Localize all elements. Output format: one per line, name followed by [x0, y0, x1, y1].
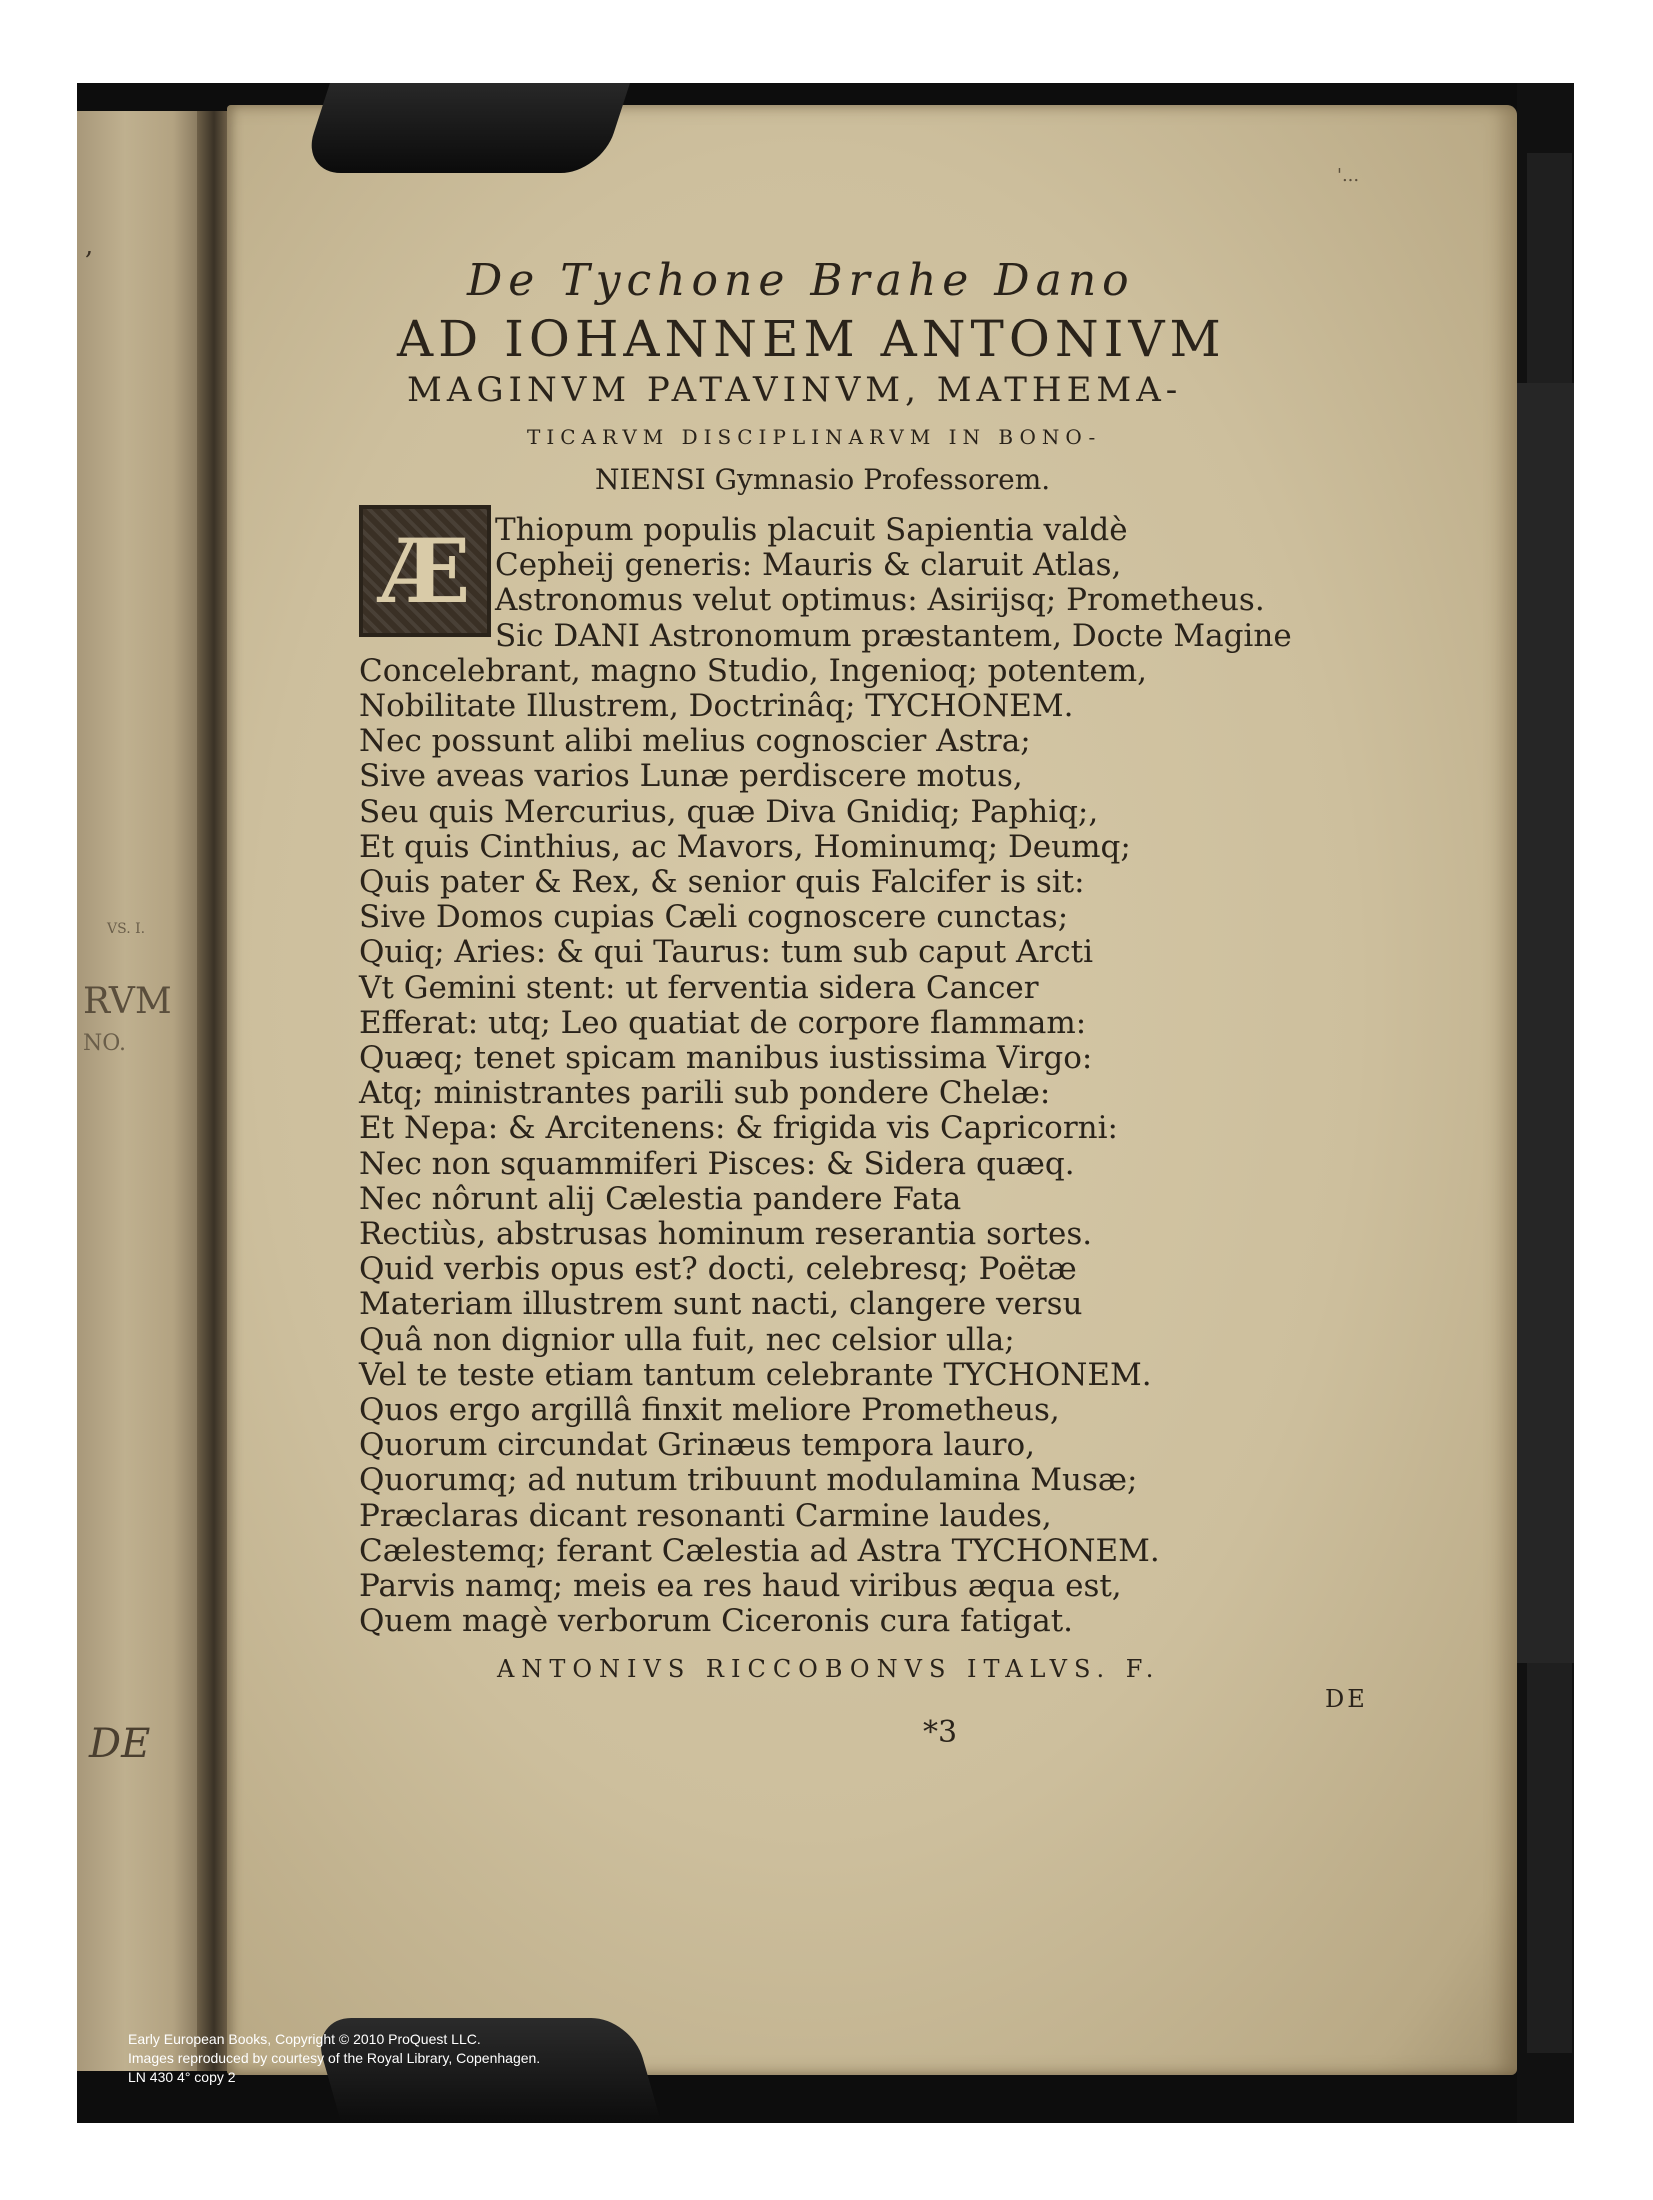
book-clip-top — [301, 83, 633, 173]
verse-line: Thiopum populis placuit Sapientia valdè — [495, 512, 1128, 548]
verse-line: Quis pater & Rex, & senior quis Falcifer is sit: — [359, 864, 1085, 900]
verse-line: Astronomus velut optimus: Asirijsq; Prometheus. — [495, 582, 1265, 619]
verse-line: Quorum circundat Grinæus tempora lauro, — [359, 1427, 1035, 1464]
caption-line: Images reproduced by courtesy of the Royal Library, Copenhagen. — [128, 2050, 541, 2066]
left-page-fragment: DE — [89, 1721, 151, 1767]
title-line: NIENSI Gymnasio Professorem. — [595, 463, 1051, 496]
verse-line: Quæq; tenet spicam manibus iustissima Virgo: — [359, 1040, 1093, 1076]
verse-line: Nobilitate Illustrem, Doctrinâq; TYCHONEM. — [359, 688, 1074, 724]
verse-line: Cepheij generis: Mauris & claruit Atlas, — [495, 547, 1122, 584]
verse-line: Et Nepa: & Arcitenens: & frigida vis Capricorni: — [359, 1110, 1118, 1147]
book-gutter — [197, 111, 231, 2071]
verse-line: Et quis Cinthius, ac Mavors, Hominumq; Deumq; — [359, 828, 1131, 865]
verse-line: Nec nôrunt alij Cælestia pandere Fata — [359, 1180, 962, 1217]
verse-line: Quorumq; ad nutum tribuunt modulamina Musæ; — [359, 1462, 1138, 1499]
left-page-fragment: RVM — [83, 981, 172, 1022]
right-page — [227, 105, 1517, 2075]
left-facing-page — [77, 111, 197, 2071]
catchword: DE — [1325, 1685, 1368, 1713]
verse-line: Sive aveas varios Lunæ perdiscere motus, — [359, 758, 1023, 795]
author-signature: ANTONIVS RICCOBONVS ITALVS. F. — [497, 1655, 1161, 1683]
verse-line: Concelebrant, magno Studio, Ingenioq; potentem, — [359, 652, 1148, 689]
verse-line: Atq; ministrantes parili sub pondere Chelæ: — [359, 1075, 1051, 1112]
caption-line: Early European Books, Copyright © 2010 ProQuest LLC. — [128, 2031, 481, 2047]
left-page-fragment: , — [85, 231, 94, 261]
verse-line: Seu quis Mercurius, quæ Diva Gnidiq; Paphiq;, — [359, 793, 1099, 830]
book-photograph — [77, 83, 1574, 2123]
verse-line: Efferat: utq; Leo quatiat de corpore flammam: — [359, 1004, 1087, 1041]
verse-line: Sic DANI Astronomum præstantem, Docte Magine — [495, 617, 1292, 654]
verse-line: Vel te teste etiam tantum celebrante TYCHONEM. — [359, 1356, 1152, 1393]
verse-line: Materiam illustrem sunt nacti, clangere versu — [359, 1286, 1083, 1323]
title-line: MAGINVM PATAVINVM, MATHEMA- — [407, 370, 1183, 410]
verse-line: Præclaras dicant resonanti Carmine laudes, — [359, 1497, 1052, 1534]
verse-line: Quos ergo argillâ finxit meliore Prometheus, — [359, 1392, 1060, 1428]
left-page-fragment: VS. I. — [107, 921, 146, 937]
verse-line: Quid verbis opus est? docti, celebresq; Poëtæ — [359, 1251, 1077, 1288]
left-page-fragment: NO. — [83, 1031, 126, 1056]
folio-signature-mark: *3 — [923, 1715, 958, 1750]
decorated-initial: Æ — [359, 505, 491, 637]
verse-line: Rectiùs, abstrusas hominum reserantia sortes. — [359, 1216, 1093, 1252]
title-line: De Tychone Brahe Dano — [467, 255, 1135, 306]
verse-line: Cælestemq; ferant Cælestia ad Astra TYCHONEM. — [359, 1532, 1160, 1569]
verse-line: Sive Domos cupias Cæli cognoscere cunctas; — [359, 899, 1069, 936]
corner-mark: '... — [1337, 165, 1360, 186]
title-line: AD IOHANNEM ANTONIVM — [397, 310, 1226, 368]
verse-line: Parvis namq; meis ea res haud viribus æqua est, — [359, 1568, 1122, 1604]
verse-line: Vt Gemini stent: ut ferventia sidera Cancer — [359, 969, 1039, 1006]
verse-line: Quâ non dignior ulla fuit, nec celsior ulla; — [359, 1321, 1015, 1358]
verse-line: Nec non squammiferi Pisces: & Sidera quæq. — [359, 1145, 1075, 1182]
copyright-caption — [128, 2030, 540, 2087]
verse-line: Quem magè verborum Ciceronis cura fatigat. — [359, 1603, 1074, 1640]
caption-line: LN 430 4° copy 2 — [128, 2069, 236, 2085]
verse-line: Nec possunt alibi melius cognoscier Astra; — [359, 723, 1031, 760]
title-line: TICARVM DISCIPLINARVM IN BONO- — [527, 425, 1102, 449]
verse-line: Quiq; Aries: & qui Taurus: tum sub caput Arcti — [359, 934, 1093, 971]
